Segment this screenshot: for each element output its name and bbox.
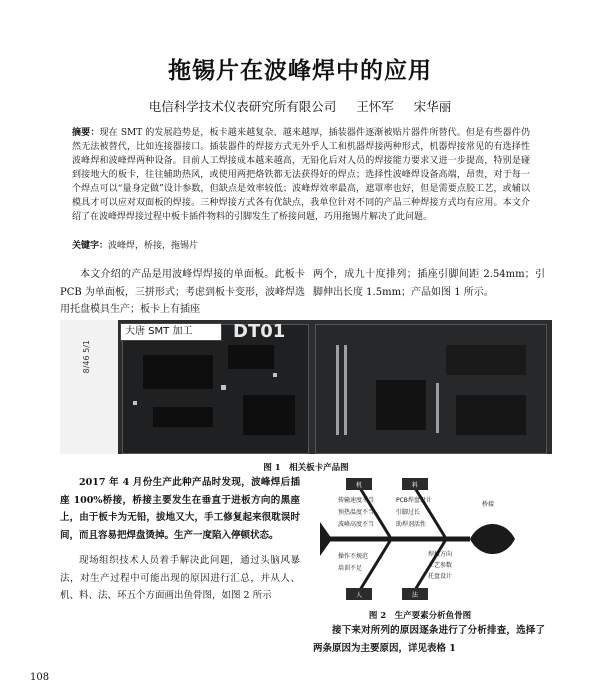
category-material: 料 xyxy=(411,482,419,489)
cause-top-left-1: 传输速度不当 xyxy=(338,497,375,504)
handwritten-note: 8/46 5/1 xyxy=(82,340,91,374)
overlay-label: 大唐 SMT 加工 xyxy=(120,323,222,341)
paragraph-1-left: 本文介绍的产品是用波峰焊焊接的单面板。此板卡 PCB 为单面板，三拼形式；考虑到板卡变形，波峰焊选用托盘模具生产；板卡上有插座 xyxy=(60,269,305,315)
paragraph-1-right: 两个，成九十度排列；插座引脚间距 2.54mm；引脚伸出长度 1.5mm；产品如图 1 所示。 xyxy=(313,269,545,298)
keywords-label: 关键字： xyxy=(72,241,109,251)
author-1: 王怀军 xyxy=(356,99,394,114)
abstract-label: 摘要： xyxy=(72,128,100,138)
cause-bottom-right-1: 焊接方向 xyxy=(428,551,453,558)
abstract-text: 现在 SMT 的发展趋势是，板卡越来越复杂、越来越厚，插装器件逐渐被贴片器件所替代。但是有些器件仍然无法被替代，比如连接器接口。插装器件的焊接方式无外乎人工和机器焊接两种形式，机器焊接常见的有选择性波峰焊和波峰焊两种设备。目前人工焊接成本越来越高，无铅化后对人员的焊接能力要求又进一步提高，特别是碰到接地大的板卡，往往辅助热风，或使用两把烙铁都无法获得好的焊点；选择性波峰焊设备高端，昂贵，对于每一个焊点可以“量身定做”设计参数，但缺点是效率较低；波峰焊效率最高，遮罩率也好，但是需要点胶工艺，或辅以模具才可以应对双面板的焊接。三种焊接方式各有优缺点，我单位针对不同的产品三种焊接方式均有应用。本文介绍了在波峰焊焊接过程中板卡插件物料的引脚发生了桥接问题，巧用拖锡片解决了此问题。 xyxy=(72,128,530,222)
cause-bottom-left-2: 培训不足 xyxy=(338,565,363,572)
fish-head xyxy=(470,524,515,554)
pcb-right xyxy=(315,324,547,454)
cause-top-right-2: 引脚过长 xyxy=(396,509,421,516)
page-title: 拖锡片在波峰焊中的应用 xyxy=(168,58,432,84)
paragraph-4: 接下来对所列的原因逐条进行了分析排查，选择了两条原因为主要原因，详见表格 1 xyxy=(313,625,545,654)
paragraph-2: 2017 年 4 月份生产此种产品时发现，波峰焊后插座 100%桥接，桥接主要发生在垂直于进板方向的黑座上，由于板卡为无铅，拔地又大，手工修复起来很耽误时间，而且容易把焊盘烫掉。生产一度陷入停顿状态。 xyxy=(60,477,300,541)
cause-bottom-left-1: 操作不规范 xyxy=(338,553,369,560)
page-number: 108 xyxy=(30,672,50,683)
figure-2-caption: 图 2 生产要素分析鱼骨图 xyxy=(368,611,472,621)
fish-tail xyxy=(320,522,332,556)
figure-1-image xyxy=(60,320,552,454)
figure-1-margin xyxy=(60,320,118,454)
institution: 电信科学技术仪表研究所有限公司 xyxy=(148,99,337,114)
author-2: 宋华丽 xyxy=(413,99,452,114)
keywords-text: 波峰焊，桥接，拖锡片 xyxy=(108,241,199,251)
abstract xyxy=(72,126,530,224)
pcb-left xyxy=(122,321,309,454)
cause-top-left-3: 波峰高度不当 xyxy=(338,521,375,528)
author-line xyxy=(0,97,600,115)
category-method: 法 xyxy=(411,592,419,599)
cause-top-left-2: 预热温度不当 xyxy=(338,509,375,516)
keywords xyxy=(72,238,198,251)
category-machine: 机 xyxy=(355,482,363,489)
cause-top-right-3: 助焊剂活性 xyxy=(396,521,427,528)
fishbone-diagram xyxy=(320,474,515,604)
figure-1-caption: 图 1 相关板卡产品图 xyxy=(263,463,349,473)
cause-bottom-right-2: 工艺参数 xyxy=(428,562,453,569)
cause-top-right-1: PCB焊盘设计 xyxy=(396,497,432,504)
cause-bottom-right-3: 托盘设计 xyxy=(428,573,453,580)
category-people: 人 xyxy=(355,592,363,599)
paragraph-3: 现场组织技术人员着手解决此问题，通过头脑风暴法，对生产过程中可能出现的原因进行汇总，并从人、机、料、法、环五个方面画出鱼骨图，如图 2 所示 xyxy=(60,555,300,601)
board-marking: DT01 xyxy=(233,321,286,342)
fish-head-label: 桥接 xyxy=(481,501,495,508)
